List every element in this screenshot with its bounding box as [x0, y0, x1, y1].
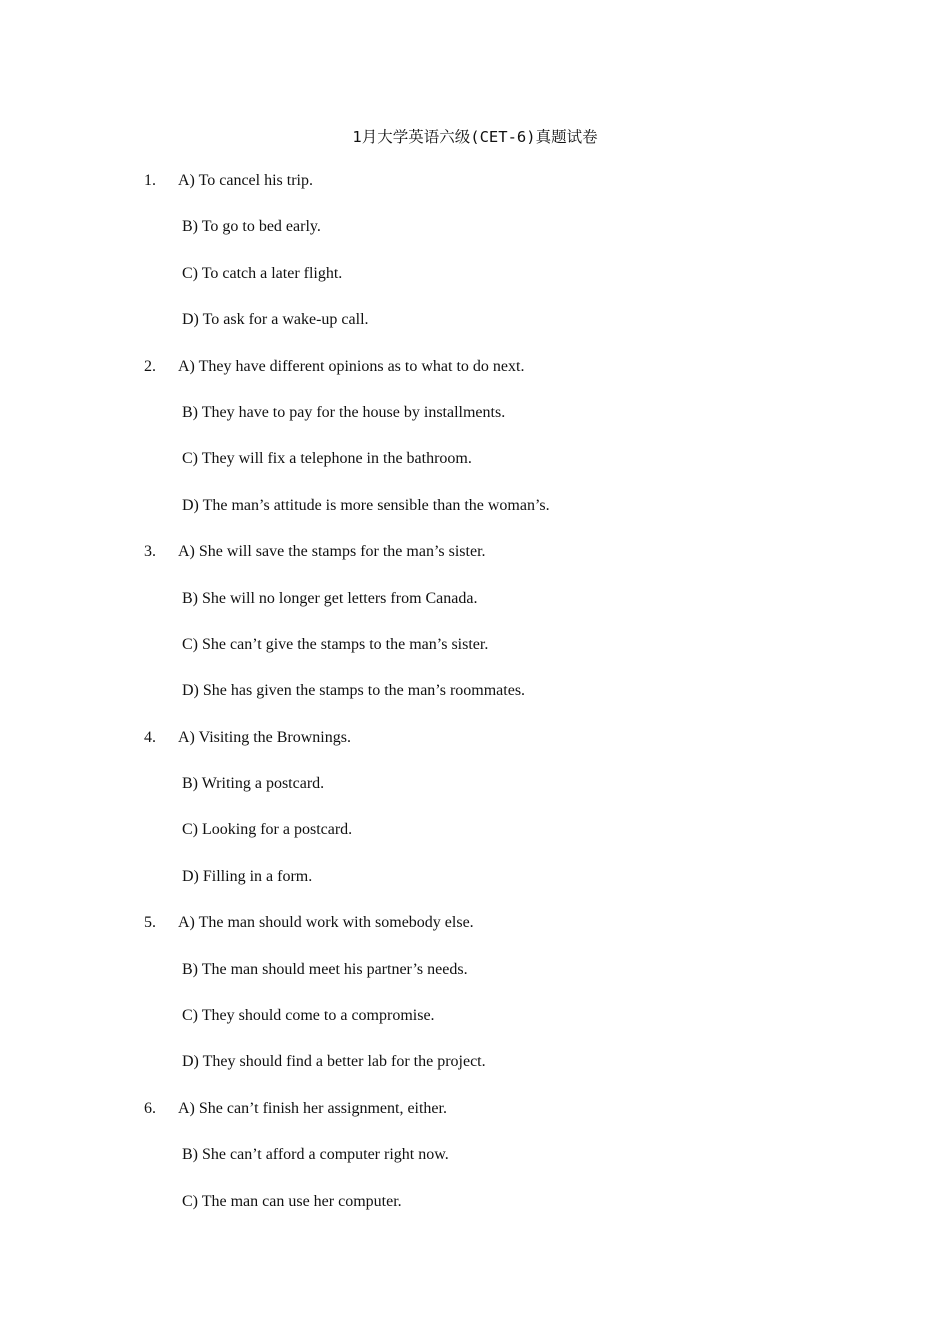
question-number: 5.: [144, 914, 156, 932]
option-c: C) They should come to a compromise.: [182, 1007, 435, 1025]
question-number: 6.: [144, 1099, 156, 1117]
option-d: D) The man’s attitude is more sensible than the woman’s.: [182, 496, 550, 514]
question-line: [0, 356, 950, 402]
question-5: [0, 912, 950, 1098]
option-d: D) She has given the stamps to the man’s roommates.: [182, 682, 526, 700]
option-a: A) She can’t finish her assignment, either.: [178, 1099, 447, 1117]
question-line: [0, 1098, 950, 1144]
option-line: [0, 309, 950, 355]
option-line: [0, 773, 950, 819]
option-line: [0, 1191, 950, 1237]
question-4: [0, 727, 950, 913]
option-d: D) They should find a better lab for the project.: [182, 1053, 486, 1071]
question-6: [0, 1098, 950, 1237]
option-line: [0, 402, 950, 448]
option-line: [0, 1144, 950, 1190]
question-number: 1.: [144, 172, 156, 189]
option-d: D) To ask for a wake-up call.: [182, 311, 369, 329]
option-c: C) She can’t give the stamps to the man’s sister.: [182, 635, 489, 653]
option-c: C) They will fix a telephone in the bathroom.: [182, 450, 472, 468]
question-line: [0, 912, 950, 958]
option-b: B) To go to bed early.: [182, 218, 321, 236]
option-line: [0, 263, 950, 309]
option-b: B) She will no longer get letters from Canada.: [182, 589, 478, 607]
question-2: [0, 356, 950, 542]
question-line: [0, 541, 950, 587]
option-a: A) To cancel his trip.: [178, 172, 313, 189]
question-3: [0, 541, 950, 727]
option-c: C) The man can use her computer.: [182, 1192, 402, 1210]
option-b: B) The man should meet his partner’s needs.: [182, 960, 468, 978]
option-line: [0, 216, 950, 262]
option-b: B) She can’t afford a computer right now.: [182, 1146, 449, 1164]
question-line: [0, 727, 950, 773]
option-line: [0, 819, 950, 865]
option-line: [0, 1051, 950, 1097]
option-line: [0, 959, 950, 1005]
option-line: [0, 1005, 950, 1051]
option-line: [0, 495, 950, 541]
question-list: [0, 170, 950, 1237]
option-b: B) Writing a postcard.: [182, 775, 325, 793]
option-line: [0, 680, 950, 726]
option-b: B) They have to pay for the house by installments.: [182, 403, 506, 421]
option-d: D) Filling in a form.: [182, 867, 313, 885]
question-number: 2.: [144, 357, 156, 375]
option-line: [0, 448, 950, 494]
option-line: [0, 866, 950, 912]
option-line: [0, 634, 950, 680]
option-c: C) To catch a later flight.: [182, 264, 343, 282]
page-title: 1月大学英语六级(CET-6)真题试卷: [352, 128, 598, 146]
question-number: 3.: [144, 543, 156, 561]
option-c: C) Looking for a postcard.: [182, 821, 353, 839]
option-a: A) They have different opinions as to what to do next.: [178, 357, 525, 375]
question-line: [0, 170, 950, 216]
option-a: A) Visiting the Brownings.: [178, 728, 351, 746]
option-a: A) The man should work with somebody else.: [178, 914, 474, 932]
option-line: [0, 588, 950, 634]
question-number: 4.: [144, 728, 156, 746]
option-a: A) She will save the stamps for the man’s sister.: [178, 543, 486, 561]
question-1: [0, 170, 950, 356]
